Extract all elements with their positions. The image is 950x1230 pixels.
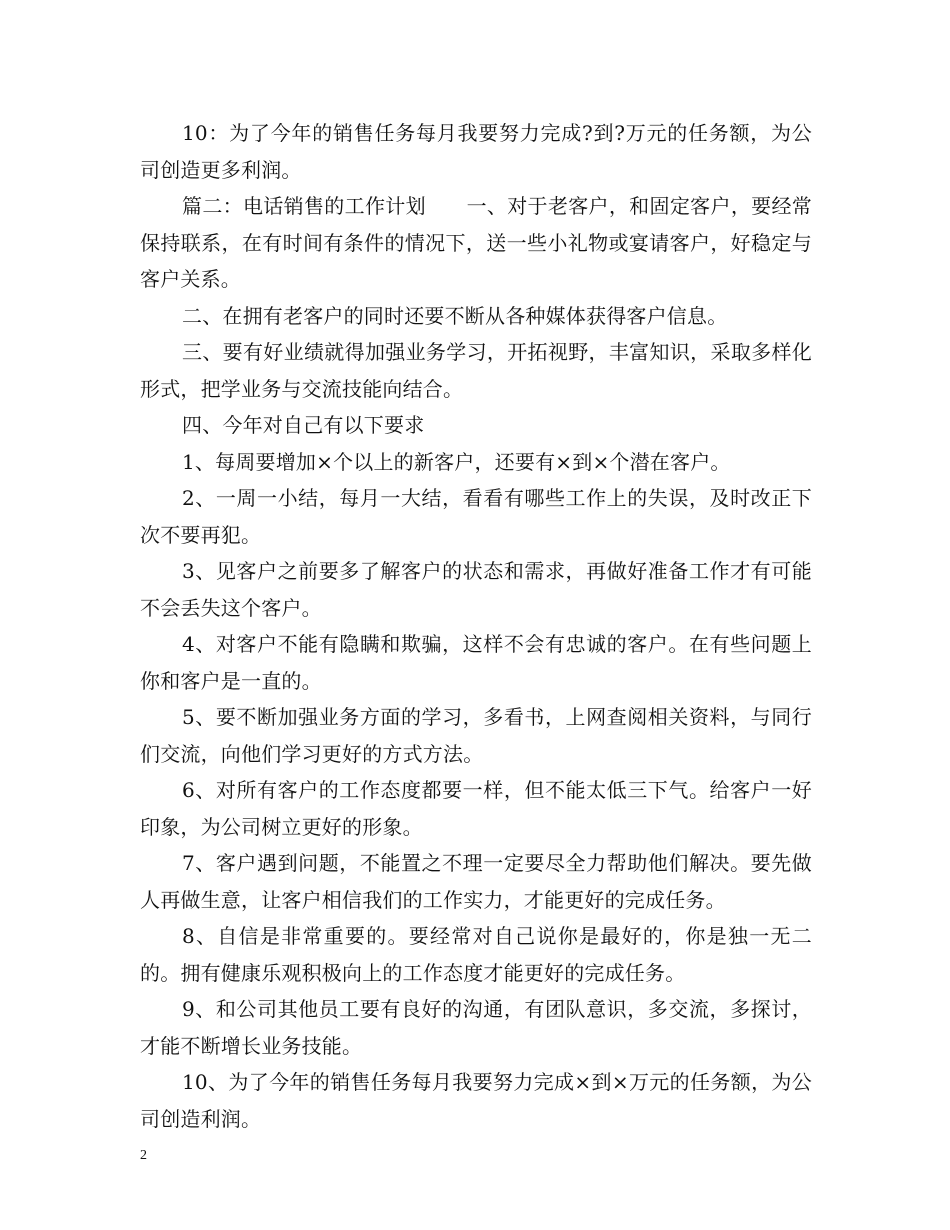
list-item-4: 4、对客户不能有隐瞒和欺骗，这样不会有忠诚的客户。在有些问题上你和客户是一直的。	[140, 632, 812, 693]
list-item-2: 2、一周一小结，每月一大结，看看有哪些工作上的失误，及时改正下次不要再犯。	[140, 486, 812, 547]
list-item-6: 6、对所有客户的工作态度都要一样，但不能太低三下气。给客户一好印象，为公司树立更好的形象。	[140, 778, 812, 839]
list-item-5: 5、要不断加强业务方面的学习，多看书，上网查阅相关资料，与同行们交流，向他们学习更好的方式方法。	[140, 705, 812, 766]
page-number: 2	[140, 1148, 147, 1163]
paragraph-item-three: 三、要有好业绩就得加强业务学习，开拓视野，丰富知识，采取多样化形式，把学业务与交流技能向结合。	[140, 340, 812, 401]
list-item-8: 8、自信是非常重要的。要经常对自己说你是最好的，你是独一无二的。拥有健康乐观积极向上的工作态度才能更好的完成任务。	[140, 924, 812, 985]
list-item-1: 1、每周要增加×个以上的新客户，还要有×到×个潜在客户。	[182, 449, 731, 474]
document-body	[140, 115, 812, 1137]
list-item-9: 9、和公司其他员工要有良好的沟通，有团队意识，多交流，多探讨，才能不断增长业务技能。	[140, 997, 812, 1058]
paragraph-sales-target-10: 10：为了今年的销售任务每月我要努力完成?到?万元的任务额，为公司创造更多利润。	[140, 121, 812, 182]
list-item-10: 10、为了今年的销售任务每月我要努力完成×到×万元的任务额，为公司创造利润。	[140, 1070, 812, 1131]
paragraph-item-two: 二、在拥有老客户的同时还要不断从各种媒体获得客户信息。	[182, 303, 728, 328]
paragraph-section-two-heading: 篇二：电话销售的工作计划 一、对于老客户，和固定客户，要经常保持联系，在有时间有条件的情况下，送一些小礼物或宴请客户，好稳定与客户关系。	[140, 194, 812, 291]
list-item-7: 7、客户遇到问题，不能置之不理一定要尽全力帮助他们解决。要先做人再做生意，让客户相信我们的工作实力，才能更好的完成任务。	[140, 851, 812, 912]
list-item-3: 3、见客户之前要多了解客户的状态和需求，再做好准备工作才有可能不会丢失这个客户。	[140, 559, 812, 620]
paragraph-item-four: 四、今年对自己有以下要求	[182, 413, 425, 437]
